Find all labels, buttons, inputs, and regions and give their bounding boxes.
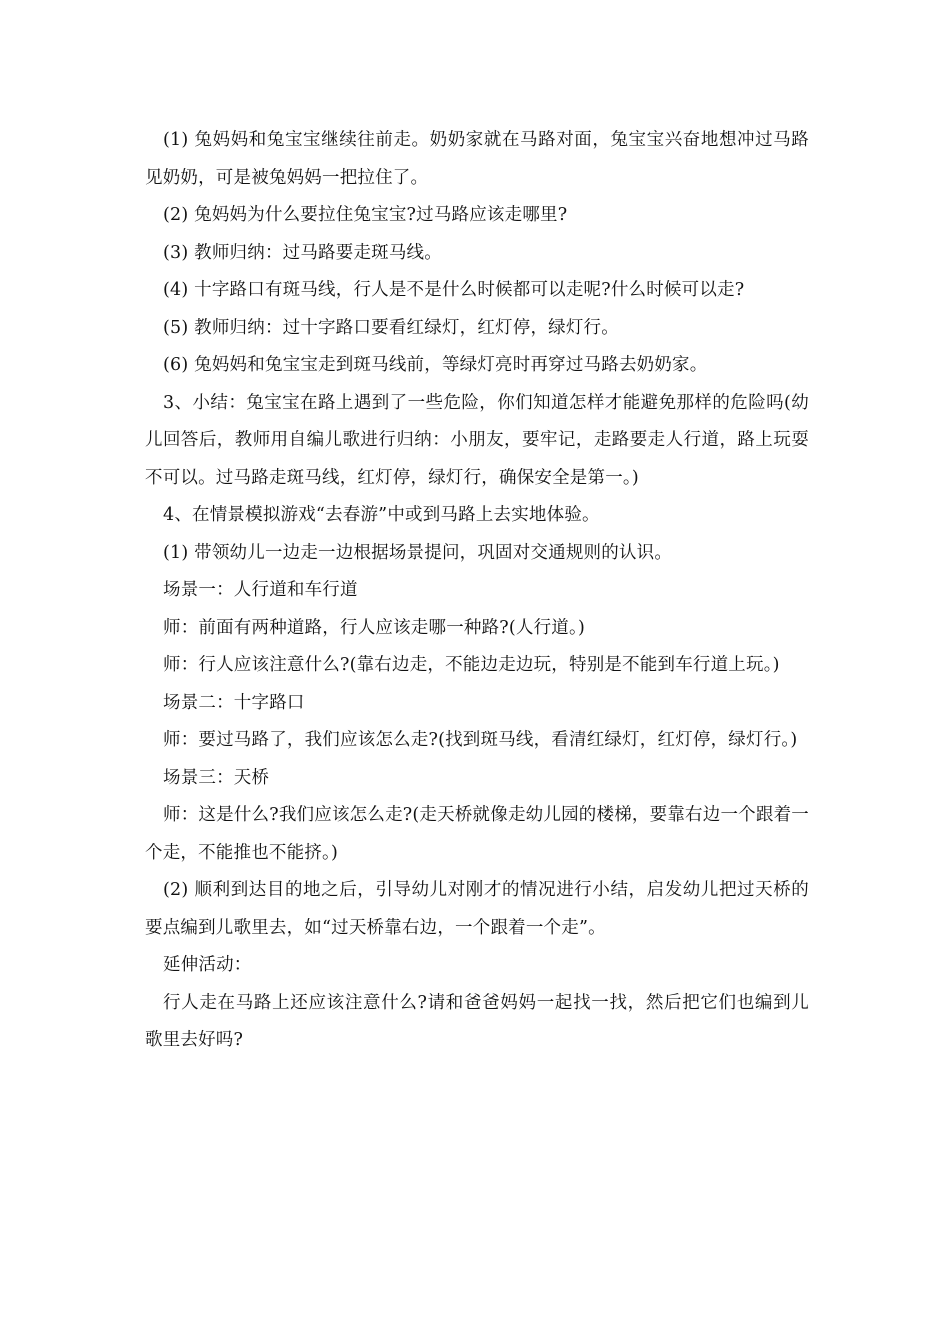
paragraph-scene-3-question: 师：这是什么?我们应该怎么走?(走天桥就像走幼儿园的楼梯，要靠右边一个跟着一个走，不能推也不能挤。) <box>145 805 809 863</box>
paragraph-question-why: (2) 兔妈妈为什么要拉住兔宝宝?过马路应该走哪里? <box>163 205 568 225</box>
paragraph-scene-2-title: 场景二：十字路口 <box>163 692 305 713</box>
paragraph-lead-children: (1) 带领幼儿一边走一边根据场景提问，巩固对交通规则的认识。 <box>163 542 673 563</box>
paragraph-question-intersection: (4) 十字路口有斑马线，行人是不是什么时候都可以走呢?什么时候可以走? <box>163 280 745 300</box>
document-body <box>145 122 809 1060</box>
paragraph-scene-1-question-1: 师：前面有两种道路，行人应该走哪一种路?(人行道。) <box>163 617 585 638</box>
paragraph-arrival-summary: (2) 顺利到达目的地之后，引导幼儿对刚才的情况进行小结，启发幼儿把过天桥的要点编到儿歌里去，如“过天桥靠右边，一个跟着一个走”。 <box>145 880 809 938</box>
paragraph-simulation-game: 4、在情景模拟游戏“去春游”中或到马路上去实地体验。 <box>163 505 600 525</box>
paragraph-story-step-6: (6) 兔妈妈和兔宝宝走到斑马线前，等绿灯亮时再穿过马路去奶奶家。 <box>163 355 708 375</box>
paragraph-scene-2-question: 师：要过马路了，我们应该怎么走?(找到斑马线，看清红绿灯，红灯停，绿灯行。) <box>163 730 798 750</box>
paragraph-scene-1-title: 场景一：人行道和车行道 <box>163 580 358 600</box>
paragraph-scene-3-title: 场景三：天桥 <box>163 767 270 788</box>
paragraph-summary-rhyme: 3、小结：兔宝宝在路上遇到了一些危险，你们知道怎样才能避免那样的危险吗(幼儿回答后，教师用自编儿歌进行归纳：小朋友，要牢记，走路要走人行道，路上玩耍不可以。过马路走斑马线，红灯停，绿灯行，确保安全是第一。) <box>145 392 809 488</box>
paragraph-scene-1-question-2: 师：行人应该注意什么?(靠右边走，不能边走边玩，特别是不能到车行道上玩。) <box>163 655 780 675</box>
paragraph-teacher-summary-crosswalk: (3) 教师归纳：过马路要走斑马线。 <box>163 242 442 263</box>
paragraph-story-step-1: (1) 兔妈妈和兔宝宝继续往前走。奶奶家就在马路对面，兔宝宝兴奋地想冲过马路见奶奶，可是被兔妈妈一把拉住了。 <box>145 130 809 188</box>
paragraph-extension-title: 延伸活动： <box>163 955 252 975</box>
paragraph-extension-question: 行人走在马路上还应该注意什么?请和爸爸妈妈一起找一找，然后把它们也编到儿歌里去好吗? <box>145 992 809 1050</box>
paragraph-teacher-summary-traffic-light: (5) 教师归纳：过十字路口要看红绿灯，红灯停，绿灯行。 <box>163 317 619 338</box>
